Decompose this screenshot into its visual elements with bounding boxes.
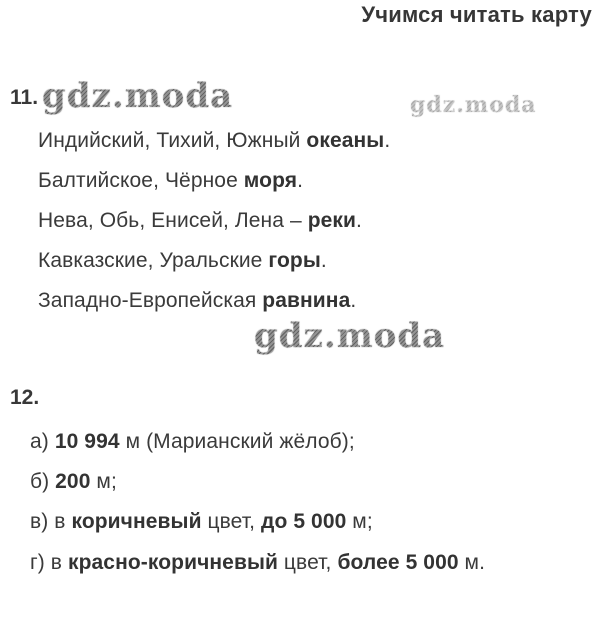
answer-line-seas bbox=[38, 169, 303, 193]
answer-text: Балтийское, Чёрное bbox=[38, 169, 244, 192]
answer-text: б) bbox=[30, 470, 56, 493]
answer-value: коричневый bbox=[71, 510, 202, 533]
answer-text: г) в bbox=[30, 551, 68, 574]
answer-text: м (Марианский жёлоб); bbox=[119, 430, 355, 453]
answer-value: более 5 000 bbox=[337, 551, 459, 574]
answer-value: 10 994 bbox=[54, 430, 120, 453]
watermark-gdz-moda-large: gdz.moda bbox=[42, 76, 234, 116]
answer-text: Кавказские, Уральские bbox=[38, 249, 269, 272]
watermark-gdz-moda-small: gdz.moda bbox=[410, 92, 537, 118]
answer-text: Нева, Обь, Енисей, Лена – bbox=[38, 209, 308, 232]
answer-item-g bbox=[30, 551, 485, 575]
answer-item-b bbox=[30, 470, 117, 494]
answer-keyword: моря bbox=[243, 169, 298, 192]
answer-keyword: океаны bbox=[306, 129, 385, 152]
answer-line-rivers bbox=[38, 209, 362, 233]
answer-text: . bbox=[356, 209, 362, 232]
answer-text: Западно-Европейская bbox=[38, 289, 263, 312]
page-title: Учимся читать карту bbox=[361, 2, 592, 27]
answer-item-v bbox=[30, 510, 373, 534]
answer-value: до 5 000 bbox=[261, 510, 347, 533]
answer-keyword: горы bbox=[268, 249, 321, 272]
answer-value: 200 bbox=[55, 470, 91, 493]
answer-text: Индийский, Тихий, Южный bbox=[38, 129, 307, 152]
section-11-number: 11. bbox=[10, 86, 39, 109]
answer-text: . bbox=[297, 169, 304, 192]
section-12-number: 12. bbox=[10, 386, 40, 409]
answer-text: . bbox=[320, 249, 327, 272]
answer-text: . bbox=[384, 129, 391, 152]
answer-keyword: реки bbox=[307, 209, 357, 232]
answer-text: . bbox=[350, 289, 357, 312]
answer-text: цвет, bbox=[201, 510, 262, 533]
answer-value: красно-коричневый bbox=[67, 551, 278, 574]
answer-text: цвет, bbox=[278, 551, 338, 574]
answer-text: в) в bbox=[30, 510, 72, 533]
answer-text: м; bbox=[90, 470, 117, 493]
answer-item-a bbox=[30, 430, 355, 454]
answer-keyword: равнина bbox=[262, 289, 351, 312]
answer-line-mountains bbox=[38, 249, 327, 273]
answer-text: м; bbox=[346, 510, 373, 533]
answer-text: а) bbox=[30, 430, 55, 453]
watermark-gdz-moda-center: gdz.moda bbox=[254, 316, 446, 356]
answer-line-oceans bbox=[38, 129, 390, 153]
answer-text: м. bbox=[458, 551, 486, 574]
answer-line-plain bbox=[38, 289, 356, 313]
